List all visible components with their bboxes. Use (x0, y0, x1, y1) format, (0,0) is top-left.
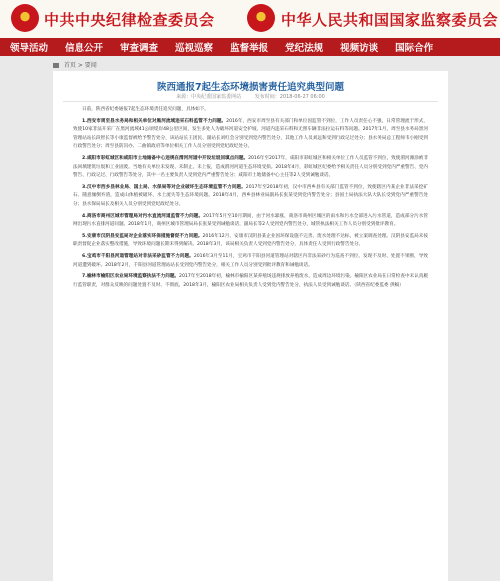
breadcrumb-section[interactable]: 要闻 (84, 62, 97, 69)
case-text: 2017年至2018年初，榆林市榆阳区某养殖场违规排放养殖废水，造成周边环境污染。榆阳区农业局在日常检查中未认真履行监管职责，对群众反映的问题处置不及时、不彻底。2018年3月，榆阳区农业局相关负责人受到党内警告处分，执法人员受到诫勉谈话。（陕西省纪委监委 供稿） (73, 274, 428, 288)
article-intro: 日前，陕西省纪委通报7起生态环境责任追究问题，具体如下。 (82, 107, 209, 112)
case-paragraph (73, 273, 428, 290)
party-emblem-icon (11, 4, 39, 32)
nav-item-regulations[interactable]: 党纪法规 (285, 43, 324, 54)
nav-item-review[interactable]: 审查调查 (120, 43, 159, 54)
national-emblem-icon (247, 4, 275, 32)
case-text: 2017年5月至10月期间，由于河水暴涨，商洛市商州区城区的雨水和污水全部进入污水管道，造成部分污水管网出现污水直排河道问题。2018年1月，商州区城市管理局局长张某受到诫勉谈话，副局长等2人受到党内警告处分，城管执法相关工作人员分别受到批评教育。 (73, 213, 428, 228)
title-divider (63, 101, 438, 102)
case-text: 2016年3月至11月，宝鸡市千阳县河道管理站对辖区内非法采砂行为巡查不到位、发现不及时、处置不果断，导致河道遭到破坏。2018年2月，千阳县河道管理站站长受到党内警告处分，相关工作人员分别受到批评教育和诫勉谈话。 (73, 253, 428, 268)
case-heading: 5.安康市汉阴县安监局对企业落实环保措施督促不力问题。 (82, 233, 203, 239)
case-heading: 7.榆林市榆阳区农业局环境监察执法不力问题。 (82, 274, 180, 280)
case-heading: 2.咸阳市彩虹城区和咸阳市土地储备中心违规在渭河河道中开设垃圾回填点问题。 (82, 155, 249, 161)
nav-item-international[interactable]: 国际合作 (395, 43, 434, 54)
ccdi-title: 中共中央纪律检查委员会 (44, 11, 215, 29)
nav-item-report[interactable]: 监督举报 (230, 43, 269, 54)
breadcrumb (53, 60, 97, 69)
nsc-title: 中华人民共和国国家监察委员会 (281, 11, 499, 29)
article-panel (53, 71, 448, 581)
case-paragraph (73, 253, 428, 270)
case-heading: 1.西安市周至县水务局和相关单位对黑河流域违采石料监管不力问题。 (82, 118, 227, 124)
case-heading: 6.宝鸡市千阳县河道管理站对非法采砂监管不力问题。 (82, 253, 194, 259)
article-body (73, 106, 428, 293)
article-meta (53, 93, 448, 100)
case-text: 2016年至2017年，咸阳市彩虹城区和相关单位工作人员监管不到位，致使渭河滩涂被非法回填建筑垃圾和工业固废。当地有关单位未发现、未制止、未上报，造成渭河河道生态环境受损。2018年4月，彩虹城区纪委给予相关责任人员分别受到党内严重警告、党内警告、行政记过、行政警告等处分，其中一名主要负责人受到党内严重警告处分；咸阳市土地储备中心主任等2人受到诫勉谈话。 (73, 155, 428, 179)
breadcrumb-separator: > (77, 62, 85, 69)
case-paragraph (73, 233, 428, 250)
breadcrumb-home[interactable]: 首页 (63, 62, 76, 69)
nav-item-leaders[interactable]: 领导活动 (10, 43, 49, 54)
site-header (0, 0, 500, 38)
nav-item-video[interactable]: 视频访谈 (340, 43, 379, 54)
case-paragraph (73, 213, 428, 230)
article-title: 陕西通报7起生态环境损害责任追究典型问题 (156, 82, 345, 93)
article-time: 发布时间：2018-06-27 06:00 (254, 94, 325, 100)
home-icon (53, 63, 59, 68)
article-source: 来源：中央纪委国家监委网站 (176, 94, 242, 100)
case-paragraph (73, 184, 428, 210)
case-text: 2017年至2018年初，汉中市西乡县有关部门监管不到位，致使辖区内某企业非法采挖矿石、随意倾倒弃渣，造成山体植被破坏、水土流失等生态环境问题。2018年4月，西乡县林业局副局长张某受到党内警告处分；县国土局执法大队大队长受到党内严重警告处分；县水保局局长及相关人员分别受到党纪政纪处分。 (73, 184, 428, 207)
case-paragraph (73, 155, 428, 181)
case-paragraph (73, 118, 428, 152)
main-nav (0, 38, 500, 56)
nav-item-info[interactable]: 信息公开 (65, 43, 104, 54)
case-heading: 3.汉中市西乡县林业局、国土局、水保局等对企业破坏生态环境监管不力问题。 (82, 184, 246, 190)
case-text: 2016年12月，安康市汉阴县某企业因环保设施不完善、废水处理不达标，被立案调查处理。汉阴县安监局未按职责督促企业落实整改措施，导致环境问题长期未得到解决。2018年3月，该局相关负责人受到党内警告处分，具体责任人受到行政警告处分。 (73, 233, 428, 248)
case-heading: 4.商洛市商州区城市管理局对污水直流河道监管不力问题。 (82, 213, 204, 219)
nav-item-inspection[interactable]: 巡视巡察 (175, 43, 214, 54)
case-text: 2016年，西安市周至县有关部门和单位因监管不到位，工作人员责任心不强，日常管理流于形式，致使10家非法开采厂在黑河流域41公顷堤岸48公里区间，发生多处人为破坏河道安全护坡、河道内违采石料和无照车辆非法拉运石料等问题。2017年1月，周至县水务局黑河管理站站长段智长等小康监督被给予警告处分，该站站长王团民、副站长刘红会分别受到党内警告处分，其他工作人员刘远和受到行政记过处分；县水务局总工程师韦小刚受到行政警告处分；周至县防汛办、二曲镇政府等单位相关工作人员分别受到党纪政纪处分。 (73, 118, 428, 150)
